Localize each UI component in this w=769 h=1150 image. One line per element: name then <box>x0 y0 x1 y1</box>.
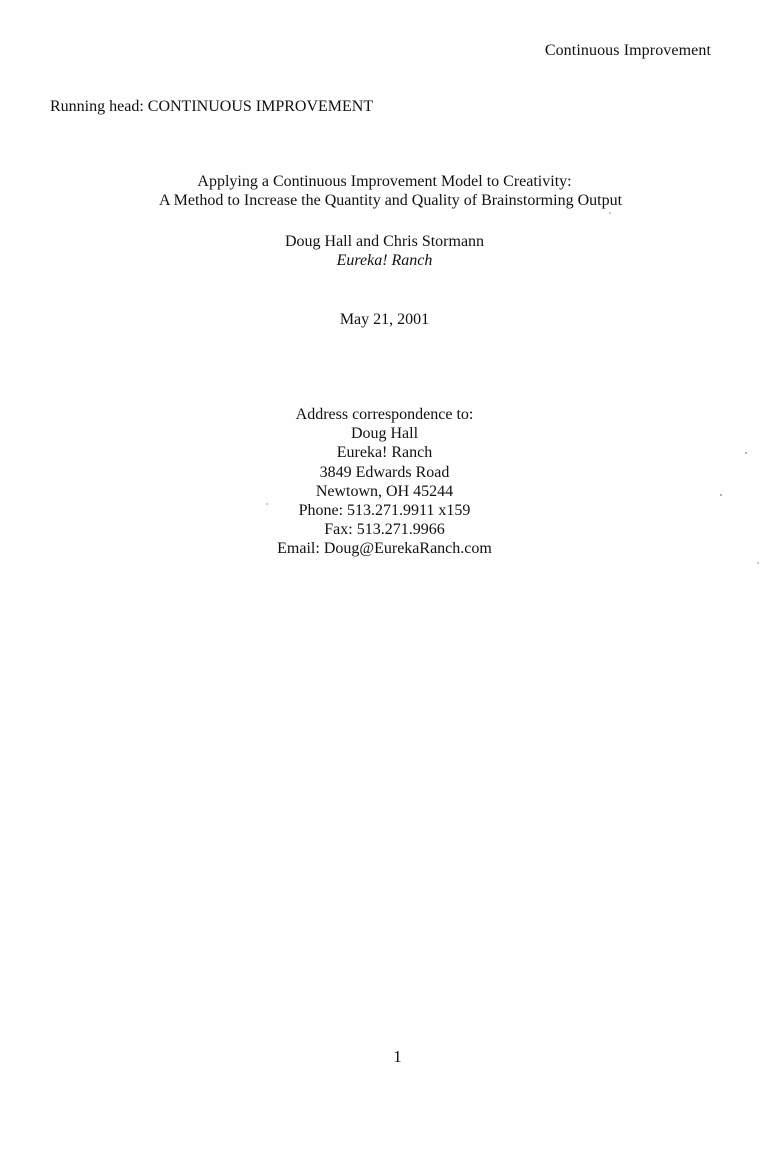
scan-speck <box>266 503 268 505</box>
correspondence-heading: Address correspondence to: <box>295 406 474 423</box>
correspondence-line: Email: Doug@EurekaRanch.com <box>277 540 492 558</box>
scan-speck <box>609 212 611 214</box>
running-head: Running head: CONTINUOUS IMPROVEMENT <box>50 98 374 115</box>
correspondence-line: 3849 Edwards Road <box>319 463 450 481</box>
correspondence-block <box>0 405 769 559</box>
title-line-1: Applying a Continuous Improvement Model to Creativity: <box>197 173 572 190</box>
correspondence-line: Eureka! Ranch <box>336 444 433 462</box>
scan-speck <box>757 562 759 564</box>
correspondence-line: Newtown, OH 45244 <box>315 482 454 500</box>
scan-speck <box>745 452 747 454</box>
page-header: Continuous Improvement <box>544 42 711 59</box>
document-date: May 21, 2001 <box>339 311 430 328</box>
correspondence-line: Doug Hall <box>350 425 419 443</box>
author-names: Doug Hall and Chris Stormann <box>284 233 485 250</box>
page-number: 1 <box>393 1047 402 1066</box>
title-line-2: A Method to Increase the Quantity and Quality of Brainstorming Output <box>158 192 623 209</box>
correspondence-line: Fax: 513.271.9966 <box>324 521 445 539</box>
author-block <box>0 232 769 270</box>
paper-title <box>0 172 769 210</box>
author-affiliation: Eureka! Ranch <box>336 252 433 269</box>
correspondence-line: Phone: 513.271.9911 x159 <box>298 502 471 520</box>
scan-speck <box>720 494 722 496</box>
